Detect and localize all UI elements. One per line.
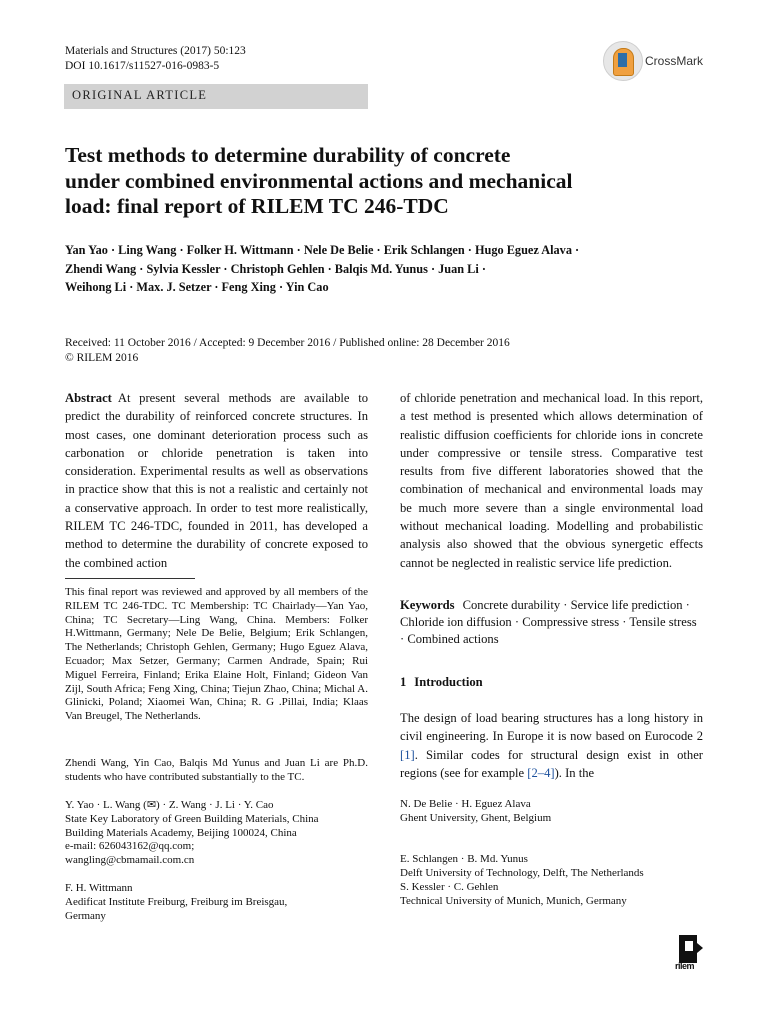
abstract-right-column [400, 389, 703, 572]
rilem-logo [673, 935, 705, 971]
affiliation-email[interactable]: wangling@cbmamail.com.cn [65, 854, 195, 867]
section-title: Introduction [414, 675, 483, 689]
keywords [400, 597, 703, 648]
article-type-banner [64, 84, 368, 109]
intro-text: ). In the [554, 765, 595, 780]
dates-line: Received: 11 October 2016 / Accepted: 9 December 2016 / Published online: 28 December 2016 [65, 337, 510, 349]
affiliation-line: Ghent University, Ghent, Belgium [400, 811, 552, 824]
affiliation-authors: E. Schlangen · B. Md. Yunus [400, 853, 528, 865]
author-line: Zhendi Wang · Sylvia Kessler · Christoph Gehlen · Balqis Md. Yunus · Juan Li · [65, 261, 486, 276]
copyright-line: © RILEM 2016 [65, 352, 139, 364]
affiliation-authors: S. Kessler · C. Gehlen [400, 881, 499, 893]
title-line: load: final report of RILEM TC 246-TDC [65, 194, 449, 218]
affiliation-authors: N. De Belie · H. Eguez Alava [400, 798, 531, 810]
publication-dates [65, 336, 510, 366]
journal-citation: Materials and Structures (2017) 50:123 [65, 45, 246, 57]
affiliation-block [65, 799, 368, 868]
author-line: Weihong Li · Max. J. Setzer · Feng Xing · Yin Cao [65, 280, 329, 294]
article-title [65, 143, 665, 220]
title-line: Test methods to determine durability of concrete [65, 143, 511, 167]
citation-link[interactable]: [2–4] [527, 765, 555, 780]
affiliation-line: Building Materials Academy, Beijing 100024, China [65, 826, 297, 839]
affiliation-authors: F. H. Wittmann [65, 882, 133, 894]
footnote-tc-membership: This final report was reviewed and approved by all members of the RILEM TC 246-TDC. TC Membership: TC Chairlady—Yan Yao, China; TC Secretary—Ling Wang, China. Members: Folker H.Wittmann, Germany; Nele De Belie, Belgium; Erik Schlangen, The Netherlands; Christoph Gehlen, Germany; Hugo Eguez Alava, Ecuador; Max Setzer, Germany; Carmen Andrade, Spain; Rui Miguel Ferreira, Finland; Erika Elaine Holt, Finland; Gideon Van Zijl, South Africa; Feng Xing, China; Tiejun Zhao, China; Michal A. Glinicki, Poland; Xiaomei Wan, China; R. G .Pillai, India; Klaas Van Breugel, The Netherlands. [65, 586, 368, 723]
section-number: 1 [400, 675, 407, 689]
affiliation-line: Germany [65, 909, 106, 922]
affiliation-block [400, 881, 703, 909]
article-type-label: ORIGINAL ARTICLE [72, 88, 208, 102]
intro-text: . Similar codes for structural design exist in other regions (see for example [400, 747, 703, 780]
affiliation-line: Technical University of Munich, Munich, Germany [400, 894, 627, 907]
affiliation-line: Delft University of Technology, Delft, The Netherlands [400, 866, 644, 879]
abstract-text-right: of chloride penetration and mechanical load. In this report, a test method is presented which allows determination of realistic diffusion coefficients for chloride ions in concrete under compressive or tensile stress. Comparative test results from five different laboratories showed that the combination of mechanical and environmental loads may be much more severe than a single environmental load without mechanical loading. Modelling and probabilistic analysis also showed that the obvious synergetic effects cannot be neglected in realistic service life prediction. [400, 391, 703, 570]
footnote-divider [65, 578, 195, 579]
abstract-left-column [65, 389, 368, 572]
author-line: Yan Yao · Ling Wang · Folker H. Wittmann · Nele De Belie · Erik Schlangen · Hugo Eguez Alava · [65, 243, 580, 257]
affiliation-line: Aedificat Institute Freiburg, Freiburg im Breisgau, [65, 895, 288, 908]
crossmark-label: CrossMark [645, 54, 704, 68]
abstract-heading: Abstract [65, 391, 112, 405]
crossmark-badge[interactable] [603, 41, 723, 83]
citation-link[interactable]: [1] [400, 747, 415, 762]
keywords-heading: Keywords [400, 598, 455, 612]
affiliation-block [65, 882, 368, 923]
affiliation-line: State Key Laboratory of Green Building Materials, China [65, 812, 319, 825]
intro-text: The design of load bearing structures has a long history in civil engineering. In Europe it is now based on Eurocode 2 [400, 711, 703, 744]
abstract-text-left: At present several methods are available to predict the durability of reinforced concrete structures. In most cases, one dominant deterioration process such as carbonation or chloride penetration is taken into consideration. Experimental results as well as observations in practice show that this is not a realistic and certainly not a conservative approach. In order to test more realistically, RILEM TC 246-TDC, founded in 2011, has developed a method to determine the durability of concrete exposed to the combined action [65, 391, 368, 570]
introduction-paragraph [400, 709, 703, 782]
title-line: under combined environmental actions and mechanical [65, 168, 573, 193]
crossmark-icon [603, 41, 643, 81]
affiliation-email[interactable]: e-mail: 626043162@qq.com; [65, 840, 195, 853]
keywords-text: Concrete durability · Service life prediction · Chloride ion diffusion · Compressive stress · Tensile stress · Combined actions [400, 598, 697, 646]
logo-wordmark: rilem [675, 961, 695, 971]
affiliation-block [400, 798, 703, 826]
author-list [65, 241, 705, 297]
footnote-students: Zhendi Wang, Yin Cao, Balqis Md Yunus and Juan Li are Ph.D. students who have contributed substantially to the TC. [65, 757, 368, 783]
affiliation-authors: Y. Yao · L. Wang (✉) · Z. Wang · J. Li · Y. Cao [65, 799, 274, 811]
section-heading-introduction [400, 675, 483, 690]
doi[interactable]: DOI 10.1617/s11527-016-0983-5 [65, 60, 220, 72]
affiliation-block [400, 853, 703, 881]
